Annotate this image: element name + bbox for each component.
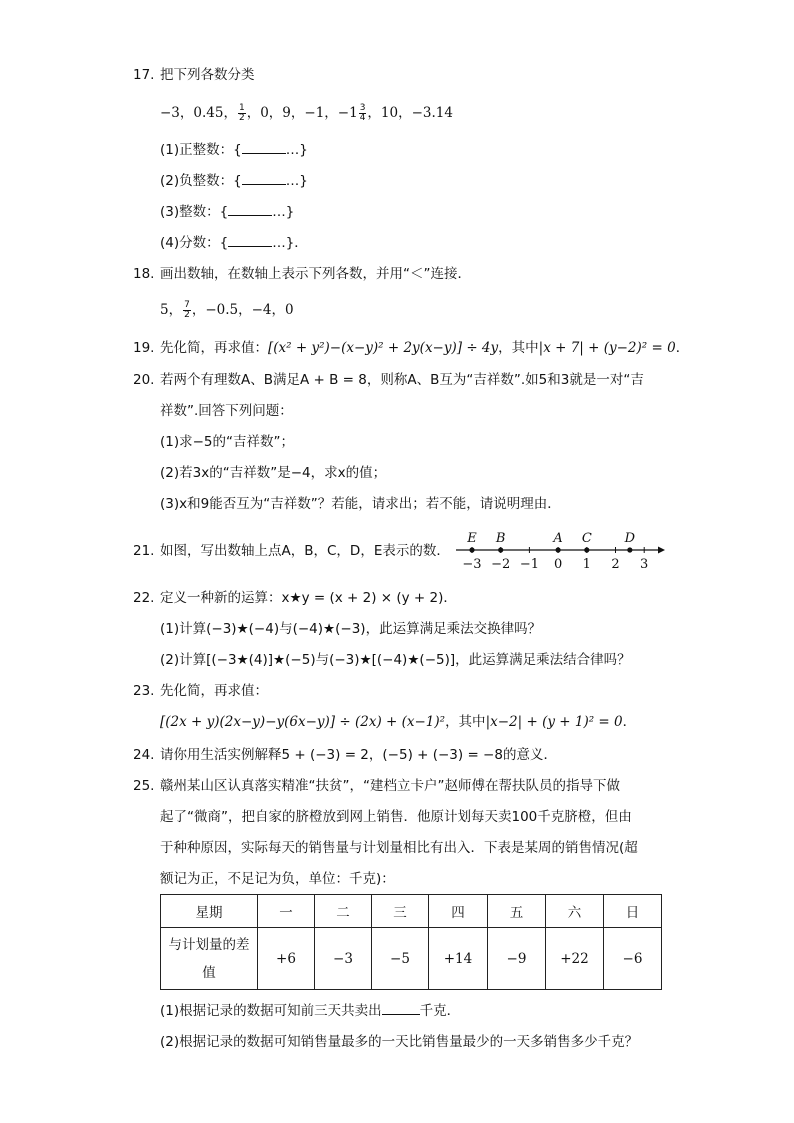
table-cell: −9 xyxy=(488,928,546,990)
answer-blank[interactable] xyxy=(242,172,286,185)
fraction-three-quarters: $\frac{3}{4}$ xyxy=(359,102,366,123)
q21-number: 21. xyxy=(133,543,155,559)
number-line xyxy=(456,531,665,572)
answer-blank[interactable] xyxy=(228,234,272,247)
point-a-dot xyxy=(556,547,561,552)
point-b-label: B xyxy=(495,531,506,546)
axis-tick-label: 3 xyxy=(640,557,649,572)
sales-table xyxy=(160,894,662,990)
q20-number: 20. xyxy=(133,372,155,388)
axis-tick-label: −2 xyxy=(491,557,511,572)
axis-tick-label: 2 xyxy=(611,557,620,572)
q24-number: 24. xyxy=(133,747,155,763)
table-header-cell: 六 xyxy=(546,895,604,928)
q19-text: 先化简，再求值：[(x² + y²)−(x−y)² + 2y(x−y)] ÷ 4y，其中|x + 7| + (y−2)² = 0． xyxy=(160,340,690,356)
table-cell: +14 xyxy=(429,928,488,990)
q25-line3: 于种种原因，实际每天的销售量与计划量相比有出入．下表是某周的销售情况(超 xyxy=(160,840,638,856)
fraction-seven-halves: $\frac{7}{2}$ xyxy=(184,299,190,320)
table-row xyxy=(161,928,662,990)
q25-line2: 起了“微商”，把自家的脐橙放到网上销售．他原计划每天卖100千克脐橙，但由 xyxy=(160,809,632,825)
point-c-label: C xyxy=(581,531,592,546)
q24-text: 请你用生活实例解释5 + (−3) = 2，(−5) + (−3) = −8的意义． xyxy=(160,747,557,763)
answer-blank[interactable] xyxy=(382,1002,420,1015)
axis-tick-label: −1 xyxy=(519,557,539,572)
q20-line1: 若两个有理数A、B满足A + B = 8，则称A、B互为“吉祥数”.如5和3就是一对“吉 xyxy=(160,372,644,388)
answer-blank[interactable] xyxy=(228,203,272,216)
table-header-cell: 日 xyxy=(604,895,662,928)
axis-tick-label: 0 xyxy=(553,557,563,572)
q17-number-list: −3，0.45， $\frac{1}{2}$ ，0，9，−1，−1 $\frac{3}{4}$ ，10，−3.14 xyxy=(160,102,453,123)
q22-part1: (1)计算(−3)★(−4)与(−4)★(−3)，此运算满足乘法交换律吗？ xyxy=(160,621,542,637)
point-a-label: A xyxy=(553,531,563,546)
q17-part2: (2)负整数：{ …} xyxy=(160,173,308,189)
point-c-dot xyxy=(584,547,589,552)
q22-part2: (2)计算[(−3★(4)]★(−5)与(−3)★[(−4)★(−5)]，此运算满足乘法结合律吗？ xyxy=(160,652,631,668)
answer-blank[interactable] xyxy=(242,141,286,154)
table-cell: −6 xyxy=(604,928,662,990)
q20-part3: (3)x和9能否互为“吉祥数”？若能，请求出；若不能，请说明理由． xyxy=(160,496,561,512)
q22-text: 定义一种新的运算：x★y = (x + 2) × (y + 2)． xyxy=(160,590,457,606)
q17-part3: (3)整数：{ …} xyxy=(160,204,295,220)
q17-part4: (4)分数：{ …}． xyxy=(160,235,308,251)
number-line-figure xyxy=(452,524,666,572)
axis-tick-label: 1 xyxy=(582,557,591,572)
table-header-cell: 四 xyxy=(429,895,488,928)
q25-number: 25. xyxy=(133,778,155,794)
q25-part2: (2)根据记录的数据可知销售量最多的一天比销售量最少的一天多销售多少千克？ xyxy=(160,1034,639,1050)
q17-number: 17. xyxy=(133,67,155,83)
axis-arrow-icon xyxy=(658,547,665,554)
q25-part1: (1)根据记录的数据可知前三天共卖出 千克． xyxy=(160,1003,461,1019)
table-cell: +6 xyxy=(258,928,315,990)
point-d-dot xyxy=(627,547,632,552)
q23-expression: [(2x + y)(2x−y)−y(6x−y)] ÷ (2x) + (x−1)²，其中|x−2| + (y + 1)² = 0． xyxy=(160,714,637,730)
q18-number: 18. xyxy=(133,266,155,282)
table-header-cell: 星期 xyxy=(161,895,258,928)
q25-line1: 赣州某山区认真落实精准“扶贫”，“建档立卡户”赵师傅在帮扶队员的指导下做 xyxy=(160,778,620,794)
table-cell: +22 xyxy=(546,928,604,990)
q20-part2: (2)若3x的“吉祥数”是−4，求x的值； xyxy=(160,465,387,481)
q23-text: 先化简，再求值： xyxy=(160,683,268,699)
table-header-cell: 二 xyxy=(315,895,372,928)
table-header-cell: 五 xyxy=(488,895,546,928)
table-header-cell: 三 xyxy=(372,895,429,928)
table-cell: −3 xyxy=(315,928,372,990)
q23-number: 23. xyxy=(133,683,155,699)
table-cell: −5 xyxy=(372,928,429,990)
q17-part1: (1)正整数：{ …} xyxy=(160,142,308,158)
q22-number: 22. xyxy=(133,590,155,606)
q20-line2: 祥数”.回答下列问题： xyxy=(160,403,293,419)
q19-number: 19. xyxy=(133,340,155,356)
table-row-label: 与计划量的差 值 xyxy=(161,928,258,990)
q21-text: 如图，写出数轴上点A，B，C，D，E表示的数． xyxy=(160,543,450,559)
q25-line4: 额记为正，不足记为负，单位：千克)： xyxy=(160,871,395,887)
axis-tick-label: −3 xyxy=(462,557,482,572)
point-e-dot xyxy=(469,547,474,552)
table-header-row xyxy=(161,895,662,928)
q20-part1: (1)求−5的“吉祥数”； xyxy=(160,434,295,450)
q17-prompt: 把下列各数分类 xyxy=(160,67,255,83)
point-e-label: E xyxy=(467,531,477,546)
q18-number-list: 5， $\frac{7}{2}$ ，−0.5，−4，0 xyxy=(160,299,294,320)
q18-text: 画出数轴，在数轴上表示下列各数，并用“＜”连接． xyxy=(160,266,471,282)
table-header-cell: 一 xyxy=(258,895,315,928)
point-b-dot xyxy=(498,547,503,552)
point-d-label: D xyxy=(624,531,636,546)
fraction-one-half: $\frac{1}{2}$ xyxy=(238,102,245,123)
